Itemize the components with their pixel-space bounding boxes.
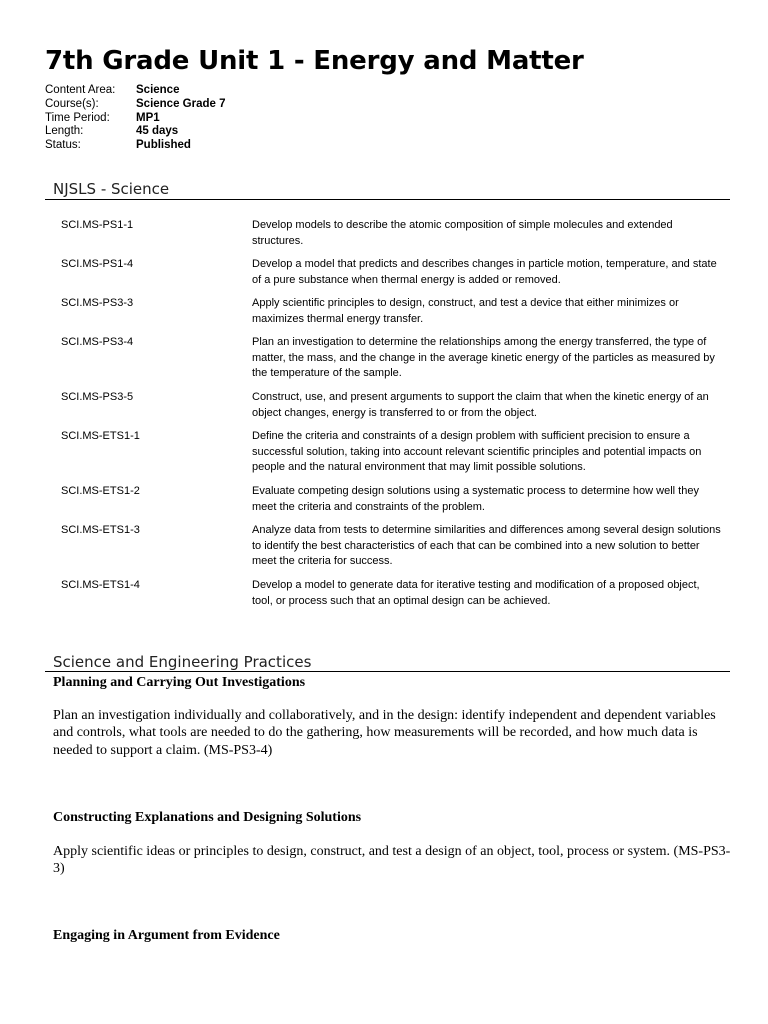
standard-row <box>61 523 726 578</box>
standard-description: Develop models to describe the atomic composition of simple molecules and extended structures. <box>252 219 673 247</box>
standard-row <box>61 218 726 257</box>
practice-description: Plan an investigation individually and collaboratively, and in the design: identify independent and dependent variables and controls, what tools are needed to do the gathering, how measurements will be recorded, and how much data is needed to support a claim. (MS-PS3-4) <box>53 708 716 758</box>
standard-row <box>61 296 726 335</box>
meta-row-courses <box>45 98 226 112</box>
meta-label: Course(s): <box>45 97 99 110</box>
unit-metadata <box>45 84 226 153</box>
practice-description: Apply scientific ideas or principles to design, construct, and test a design of an object, tool, process or system. (MS-PS3-3) <box>53 844 731 877</box>
standard-row <box>61 429 726 484</box>
meta-value: MP1 <box>136 111 160 124</box>
standard-description: Develop a model that predicts and describes changes in particle motion, temperature, and state of a pure substance when thermal energy is added or removed. <box>252 258 717 286</box>
meta-row-status <box>45 139 226 153</box>
meta-value: Science <box>136 84 180 96</box>
meta-label: Status: <box>45 139 81 152</box>
standard-code: SCI.MS-PS3-5 <box>61 391 134 403</box>
meta-value: 45 days <box>136 125 179 138</box>
standard-description: Develop a model to generate data for iterative testing and modification of a proposed object, tool, or process such that an optimal design can be achieved. <box>252 579 700 607</box>
practice-title: Constructing Explanations and Designing Solutions <box>53 810 362 825</box>
practice-title: Planning and Carrying Out Investigations <box>53 675 306 690</box>
standard-code: SCI.MS-ETS1-3 <box>61 524 140 536</box>
practices-heading: Science and Engineering Practices <box>53 653 312 671</box>
standard-code: SCI.MS-ETS1-4 <box>61 579 140 591</box>
standard-description: Analyze data from tests to determine similarities and differences among several design solutions to identify the best characteristics of each that can be combined into a new solution to better meet the criteria for success. <box>252 524 721 568</box>
standards-list <box>61 218 726 617</box>
standard-description: Apply scientific principles to design, construct, and test a device that either minimizes or maximizes thermal energy transfer. <box>252 297 679 325</box>
standard-description: Define the criteria and constraints of a design problem with sufficient precision to ensure a successful solution, taking into account relevant scientific principles and potential impacts on people and the natural environment that may limit possible solutions. <box>252 430 702 474</box>
meta-row-time-period <box>45 112 226 126</box>
section-divider <box>45 671 730 672</box>
njsls-heading: NJSLS - Science <box>53 180 170 198</box>
standard-description: Construct, use, and present arguments to support the claim that when the kinetic energy of an object changes, energy is transferred to or from the object. <box>252 391 709 419</box>
standard-row <box>61 390 726 429</box>
standard-description: Evaluate competing design solutions using a systematic process to determine how well they meet the criteria and constraints of the problem. <box>252 485 699 513</box>
meta-label: Content Area: <box>45 84 116 96</box>
standard-code: SCI.MS-PS1-4 <box>61 258 134 270</box>
standard-row <box>61 484 726 523</box>
page-title: 7th Grade Unit 1 - Energy and Matter <box>45 46 584 76</box>
meta-row-length <box>45 125 226 139</box>
standard-row <box>61 578 726 617</box>
standard-code: SCI.MS-ETS1-2 <box>61 485 140 497</box>
meta-row-content-area <box>45 84 226 98</box>
standard-description: Plan an investigation to determine the relationships among the energy transferred, the type of matter, the mass, and the change in the average kinetic energy of the particles as measured by the temperature of the sample. <box>252 336 715 380</box>
meta-value: Published <box>136 139 191 152</box>
standard-code: SCI.MS-PS3-3 <box>61 297 134 309</box>
practice-title: Engaging in Argument from Evidence <box>53 928 280 943</box>
standard-code: SCI.MS-ETS1-1 <box>61 430 140 442</box>
standard-row <box>61 257 726 296</box>
standard-code: SCI.MS-PS3-4 <box>61 336 134 348</box>
meta-value: Science Grade 7 <box>136 97 226 110</box>
standard-code: SCI.MS-PS1-1 <box>61 219 134 231</box>
meta-label: Time Period: <box>45 111 110 124</box>
meta-label: Length: <box>45 125 84 138</box>
section-divider <box>45 199 730 200</box>
standard-row <box>61 335 726 390</box>
